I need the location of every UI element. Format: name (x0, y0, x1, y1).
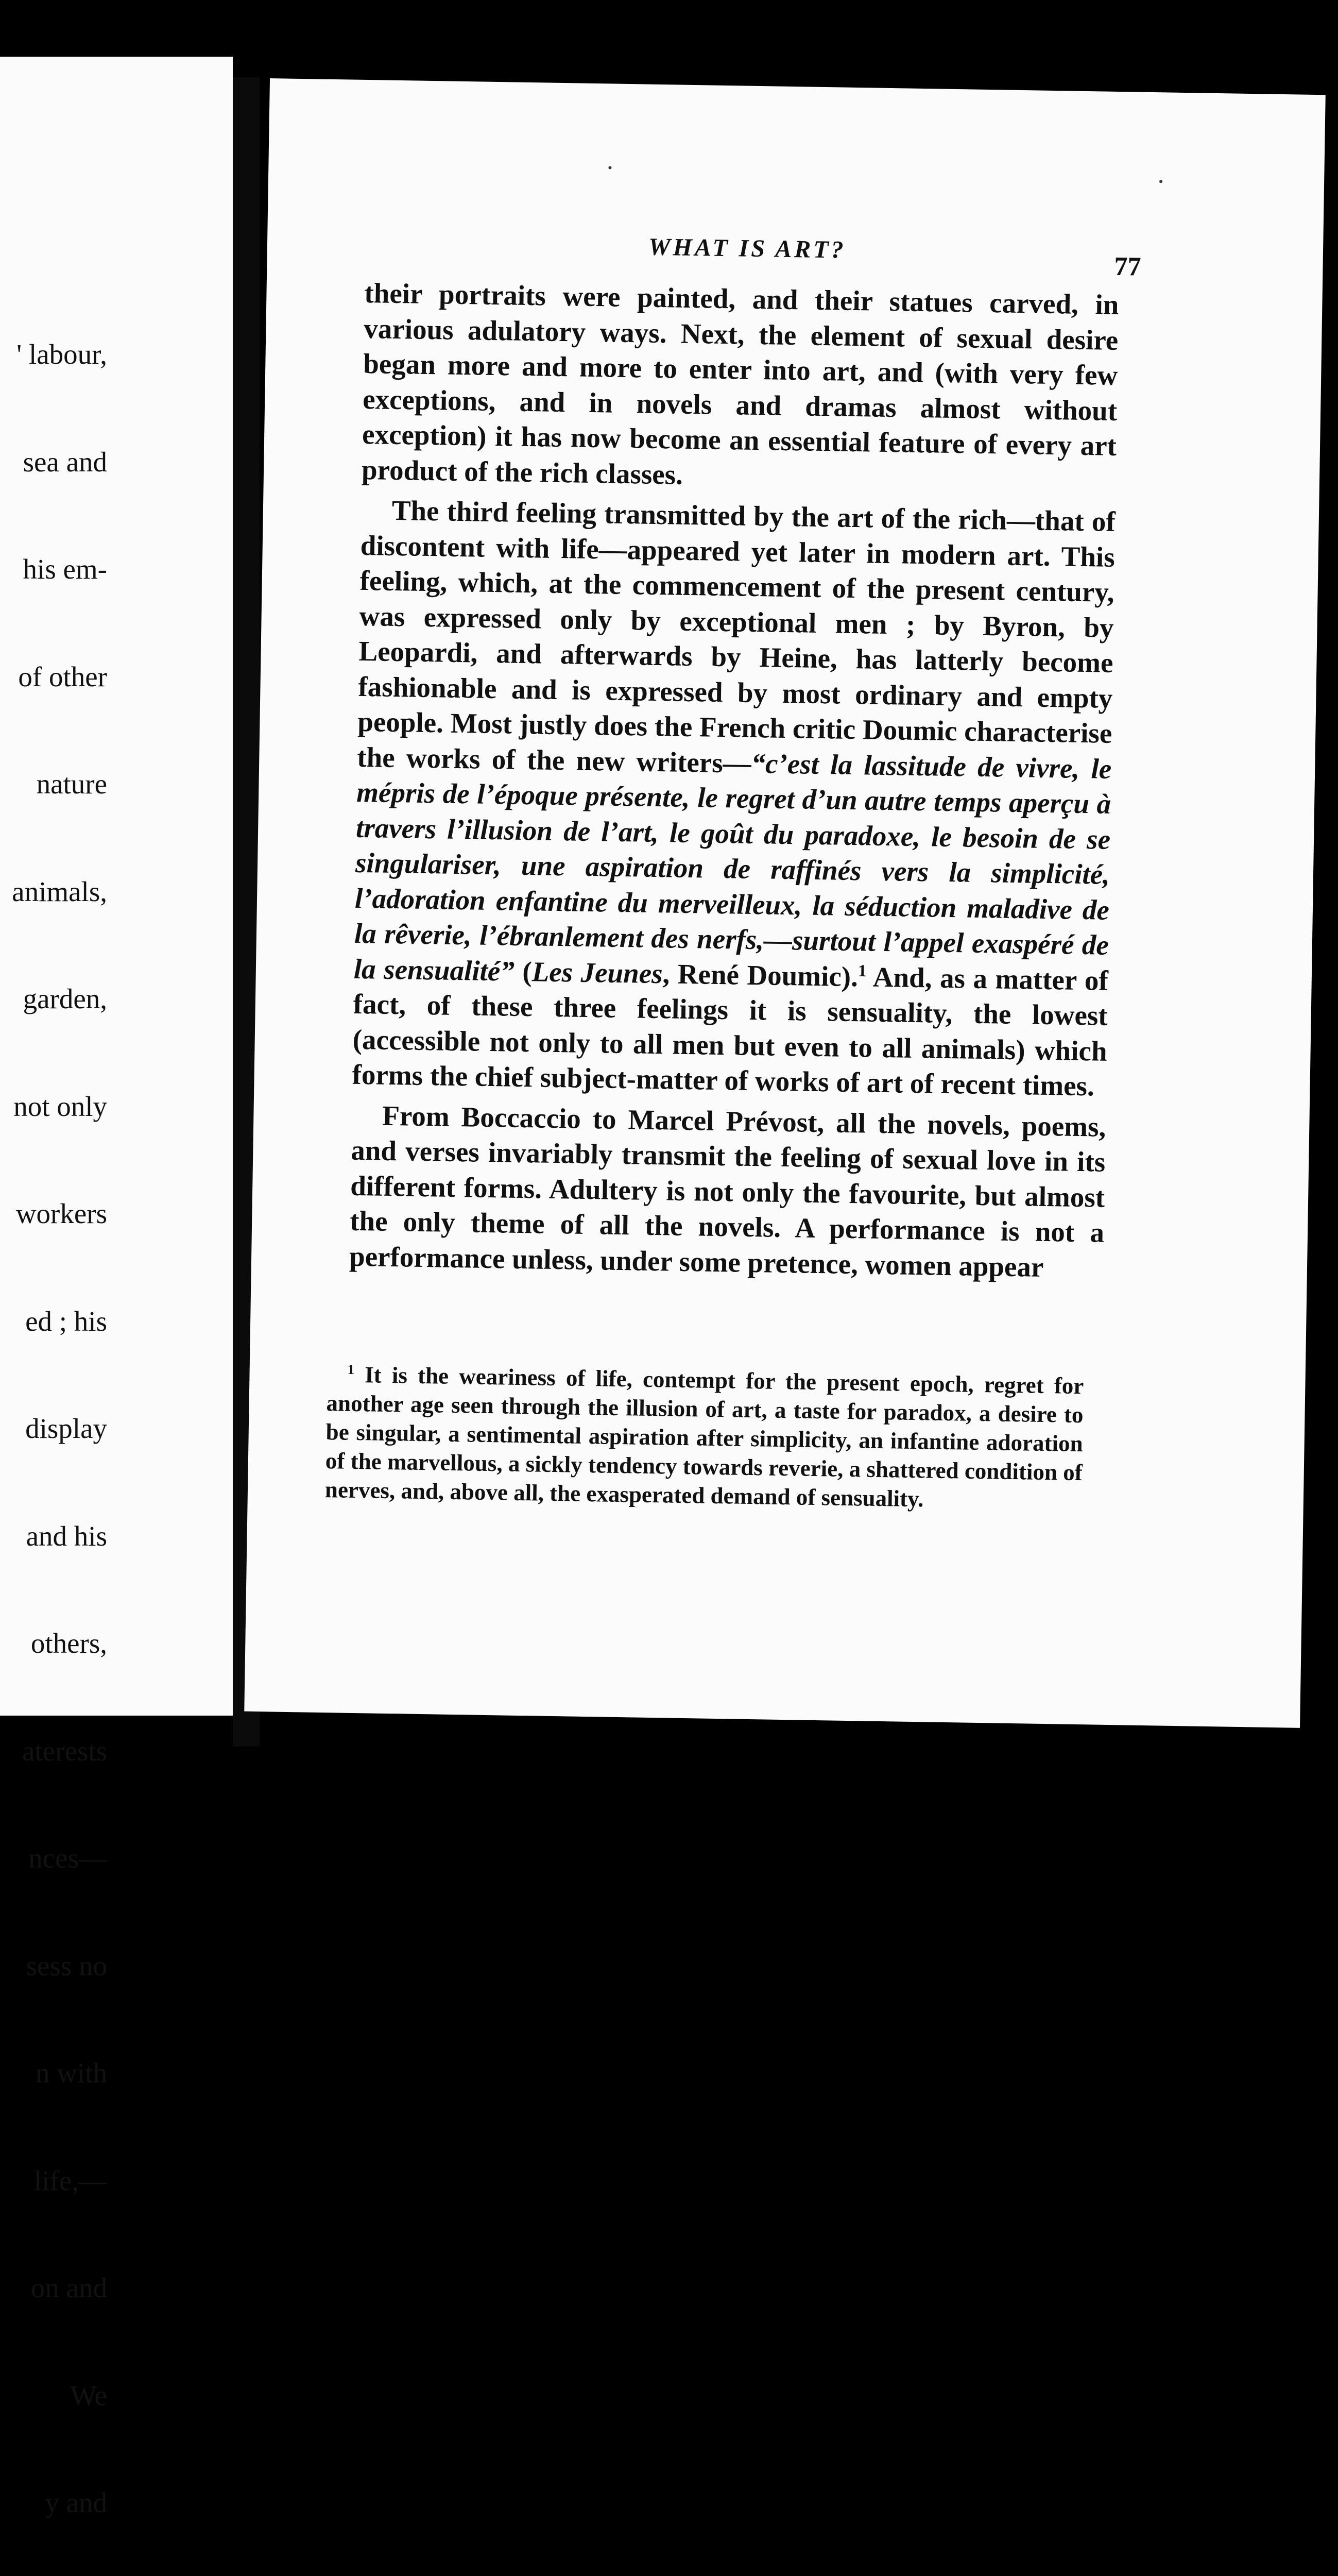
citation-author: , René Doumic). (662, 957, 859, 992)
left-line: display (25, 1413, 107, 1444)
left-line: nces— (28, 1842, 107, 1874)
left-line: not only (13, 1090, 107, 1122)
paragraph-text: And, as a matter of fact, of these three feelings it is sensuality, the lowest (accessible not only to all men but even to all animals) which forms the chief subject-matter of works of art of recent times. (352, 960, 1109, 1102)
previous-page-line-endings (12, 265, 107, 2576)
left-line: n with (35, 2057, 107, 2089)
citation-title: Les Jeunes (531, 955, 663, 989)
left-line: workers (15, 1198, 107, 1229)
french-quotation: “c’est la lassitude de vivre, le mépris de l’époque présente, le regret d’un autre temps aperçu à travers l’illusion de l’art, le goût du paradoxe, le besoin de se singulariser, une aspiration de raffinés vers la simplicité, l’adoration enfantine du merveilleux, la séduction maladive de la rêverie, l’ébranlement des nerfs,—surtout l’appel exaspéré de la sensualité” (353, 747, 1112, 987)
paragraph-third-feeling (352, 493, 1116, 1104)
left-line: ' labour, (16, 338, 107, 370)
running-head: WHAT IS ART? (648, 233, 847, 264)
left-line: ed ; his (25, 1305, 107, 1337)
citation-open: ( (514, 955, 533, 987)
footnote-text: It is the weariness of life, contempt for the present epoch, regret for another age seen through the illusion of art, a taste for paradox, a desire to be singular, a sentimental aspiration after simplicity, an infantine adoration of the marvellous, a sickly tendency towards reverie, a shattered condition of nerves, and, above all, the exasperated demand of sensuality. (324, 1362, 1084, 1512)
left-line: on and (30, 2272, 107, 2303)
left-line: others, (30, 1628, 107, 1659)
left-line: and his (26, 1520, 107, 1552)
paragraph-continuation: their portraits were painted, and their statues carved, in various adulatory ways. Next, the element of sexual desire began more and more to enter into art, and (with very few exceptions, and in novels and dramas almost without exception) it has now become an essential feature of every art product of the rich classes. (361, 277, 1119, 490)
left-line: sess no (26, 1950, 107, 1981)
scan-speck (608, 166, 611, 169)
page-number: 77 (1114, 251, 1141, 282)
left-line: garden, (23, 983, 107, 1014)
left-line: his em- (23, 553, 107, 585)
paragraph-boccaccio: From Boccaccio to Marcel Prévost, all the novels, poems, and verses invariably transmit the feeling of sexual love in its different forms. Adultery is not only the favourite, but almost the only theme of all the novels. A performance is not a performance unless, under some pretence, women appear (349, 1099, 1106, 1283)
body-text (349, 276, 1119, 1286)
left-line: life,— (33, 2164, 107, 2196)
footnote-paragraph (325, 1360, 1084, 1516)
previous-page-fragment (0, 57, 233, 2518)
left-line: y and (45, 2487, 107, 2518)
left-line: sea and (23, 446, 107, 478)
left-line: aterests (22, 1735, 107, 1767)
scan-speck (1159, 180, 1162, 183)
footnote-marker: 1 (347, 1361, 355, 1377)
left-line: animals, (12, 875, 107, 907)
left-line: We (70, 2379, 107, 2411)
current-page (244, 78, 1326, 1728)
paragraph-text: The third feeling transmitted by the art of the rich—that of discontent with life—appeared yet later in modern art. This feeling, which, at the commencement of the present century, was expressed only by exceptional men ; by Byron, by Leopardi, and afterwards by Heine, has latterly become fashionable and is expressed by most ordinary and empty people. Most justly does the French critic Doumic characterise the works of the new writers— (356, 494, 1116, 779)
footnote-reference: 1 (857, 961, 867, 980)
footnote (325, 1360, 1084, 1516)
left-line: of other (18, 660, 107, 692)
left-line: nature (36, 768, 107, 800)
